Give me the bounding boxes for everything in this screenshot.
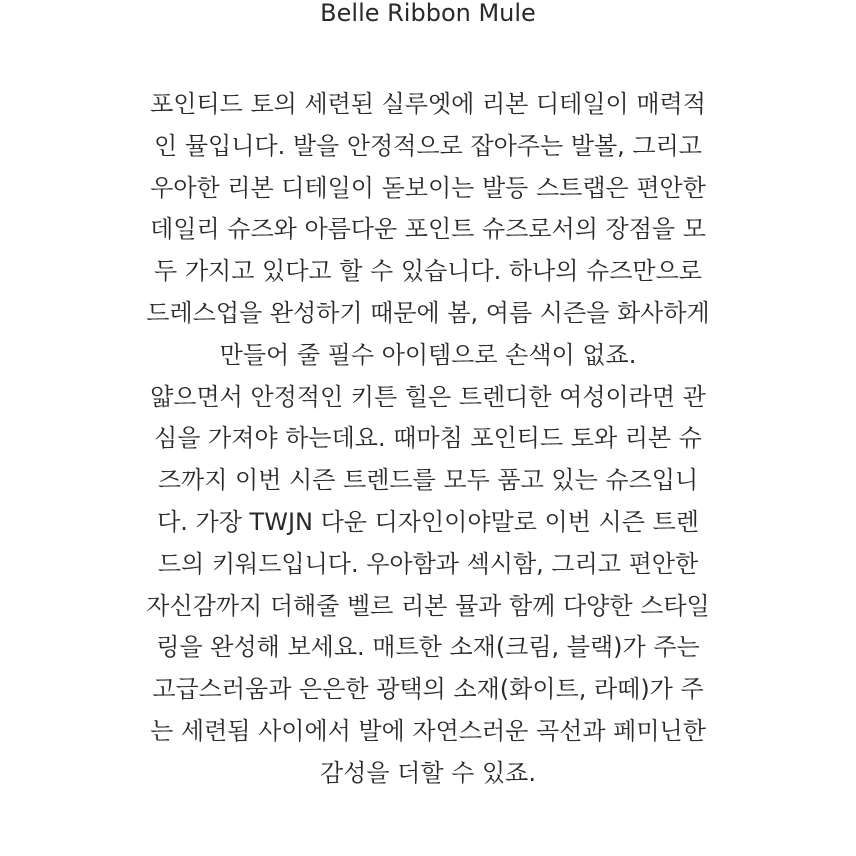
- product-title: Belle Ribbon Mule: [320, 0, 536, 27]
- description-line: 얇으면서 안정적인 키튼 힐은 트렌디한 여성이라면 관: [150, 382, 706, 411]
- description-line: 두 가지고 있다고 할 수 있습니다. 하나의 슈즈만으로: [154, 257, 702, 286]
- description-line: 링을 완성해 보세요. 매트한 소재(크림, 블랙)가 주는: [156, 633, 700, 662]
- description-line: 드의 키워드입니다. 우아함과 섹시함, 그리고 편안한: [157, 549, 699, 578]
- description-line: 감성을 더할 수 있죠.: [320, 758, 536, 787]
- description-line: 우아한 리본 디테일이 돋보이는 발등 스트랩은 편안한: [150, 173, 706, 202]
- description-line: 심을 가져야 하는데요. 때마침 포인티드 토와 리본 슈: [154, 424, 702, 453]
- description-line: 데일리 슈즈와 아름다운 포인트 슈즈로서의 장점을 모: [150, 215, 706, 244]
- description-line: 만들어 줄 필수 아이템으로 손색이 없죠.: [219, 340, 637, 369]
- description-line: 고급스러움과 은은한 광택의 소재(화이트, 라떼)가 주: [152, 675, 704, 704]
- description-line: 는 세련됨 사이에서 발에 자연스러운 곡선과 페미닌한: [150, 716, 706, 745]
- description-line: 즈까지 이번 시즌 트렌드를 모두 품고 있는 슈즈입니: [157, 466, 699, 495]
- product-description: [0, 84, 856, 795]
- description-line: 자신감까지 더해줄 벨르 리본 뮬과 함께 다양한 스타일: [146, 591, 710, 620]
- description-line: 인 뮬입니다. 발을 안정적으로 잡아주는 발볼, 그리고: [154, 131, 702, 160]
- description-line: 포인티드 토의 세련된 실루엣에 리본 디테일이 매력적: [150, 90, 706, 118]
- description-line: 다. 가장 TWJN 다운 디자인이야말로 이번 시즌 트렌: [157, 507, 699, 536]
- description-line: 드레스업을 완성하기 때문에 봄, 여름 시즌을 화사하게: [146, 298, 710, 327]
